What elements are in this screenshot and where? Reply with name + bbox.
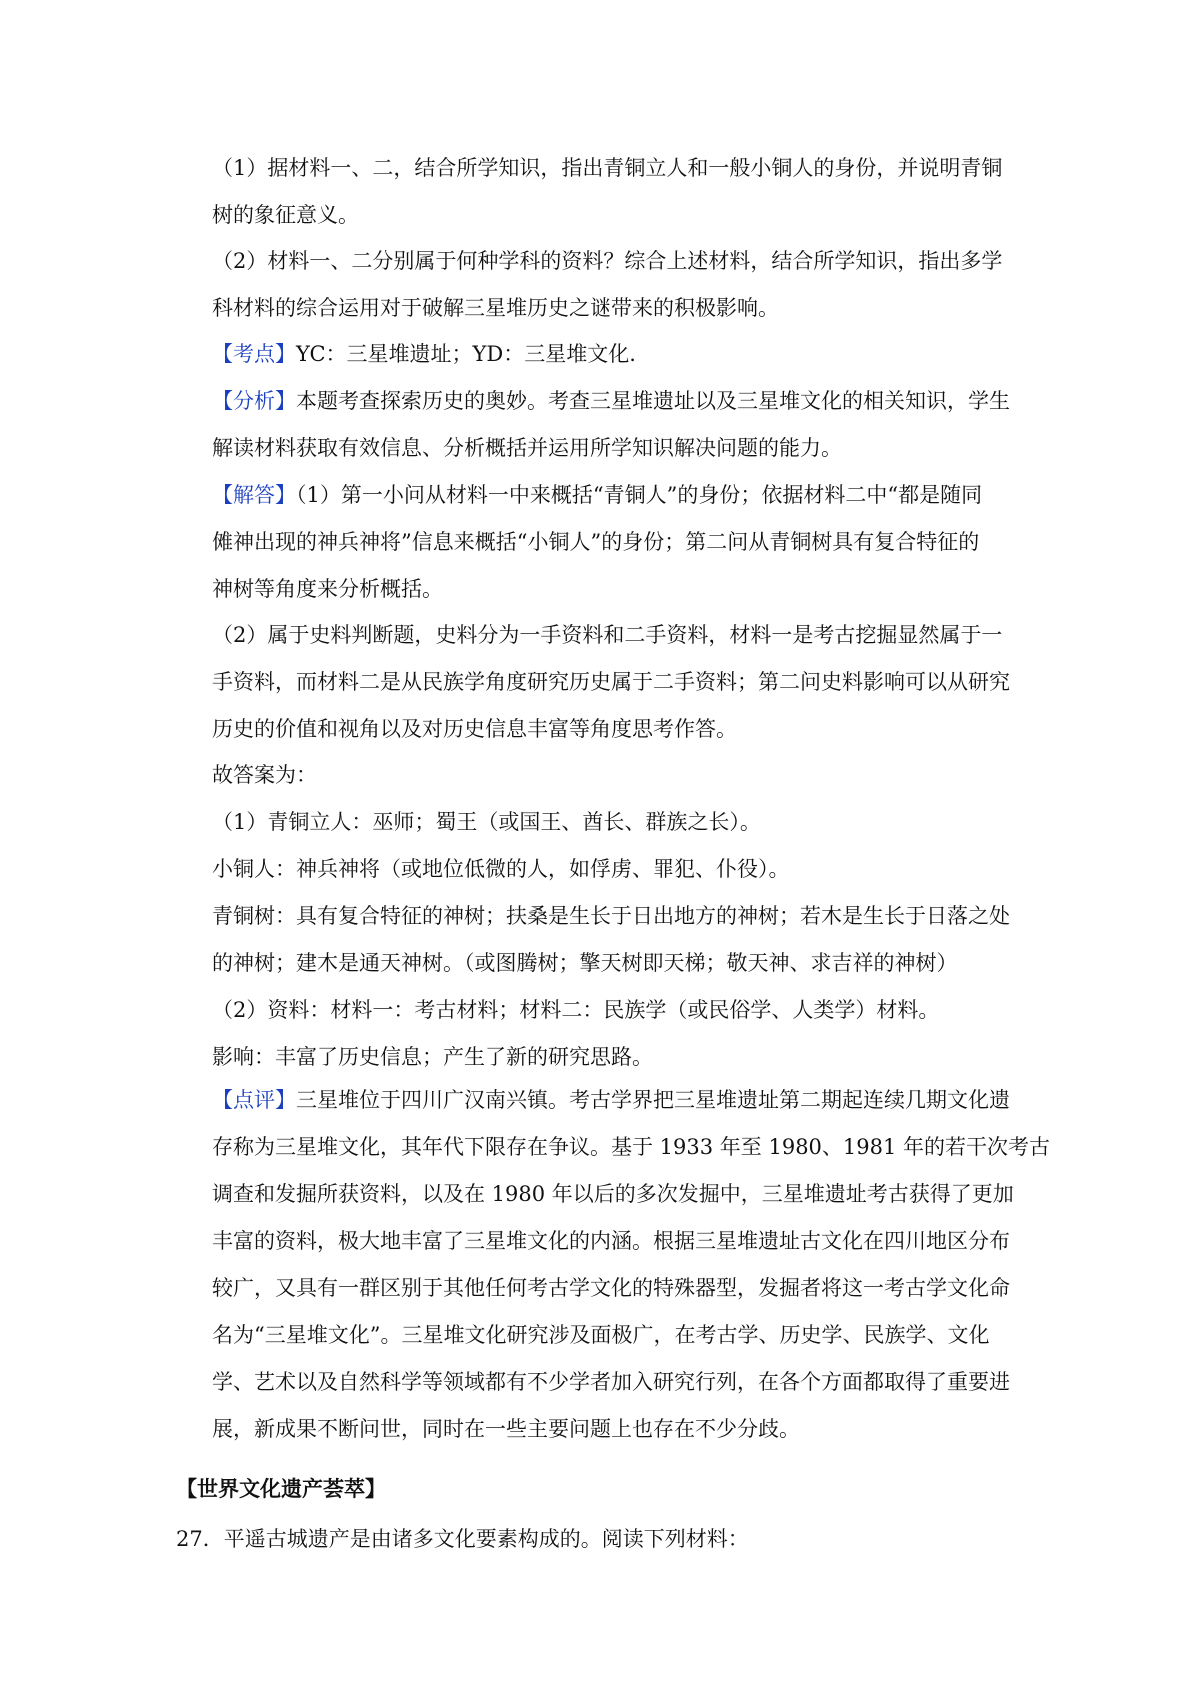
jieda-2-paragraph [212,612,1032,753]
question-1 [212,145,1032,239]
answer-4: （2）资料：材料一：考古材料；材料二：民族学（或民俗学、人类学）材料。 [212,998,940,1022]
answer-3-line-1: 青铜树：具有复合特征的神树；扶桑是生长于日出地方的神树；若木是生长于日落之处 [212,904,1010,928]
question-2 [212,238,1032,332]
answer-3-line-2: 的神树；建木是通天神树。（或图腾树；擎天树即天梯；敬天神、求吉祥的神树） [212,951,958,975]
dianping-paragraph [212,1077,1051,1453]
question-27: 27．平遥古城遗产是由诸多文化要素构成的。阅读下列材料： [176,1527,749,1551]
dianping-line-8: 展，新成果不断问世，同时在一些主要问题上也存在不少分歧。 [212,1417,800,1441]
dianping-line-3: 调查和发掘所获资料，以及在 1980 年以后的多次发掘中，三星堆遗址考古获得了更加 [212,1182,1014,1206]
answer-1: （1）青铜立人：巫师；蜀王（或国王、酋长、群族之长）。 [212,810,761,834]
jieda-2-line-1: （2）属于史料判断题，史料分为一手资料和二手资料，材料一是考古挖掘显然属于一 [212,623,1003,647]
jieda-2-line-2: 手资料，而材料二是从民族学角度研究历史属于二手资料；第二问史料影响可以从研究 [212,670,1010,694]
answer-2: 小铜人：神兵神将（或地位低微的人，如俘虏、罪犯、仆役）。 [212,857,790,881]
jieda-line-3: 神树等角度来分析概括。 [212,577,443,601]
answer-intro: 故答案为： [212,763,317,787]
fenxi-paragraph [212,378,1032,472]
dianping-line-6: 名为“三星堆文化”。三星堆文化研究涉及面极广，在考古学、历史学、民族学、文化 [212,1323,990,1347]
fenxi-line-2: 解读材料获取有效信息、分析概括并运用所学知识解决问题的能力。 [212,436,842,460]
jieda-paragraph [212,472,1032,613]
dianping-tag: 【点评】 [212,1088,296,1112]
dianping-line-7: 学、艺术以及自然科学等领域都有不少学者加入研究行列，在各个方面都取得了重要进 [212,1370,1010,1394]
fenxi-tag: 【分析】 [212,389,296,413]
dianping-line-1: 三星堆位于四川广汉南兴镇。考古学界把三星堆遗址第二期起连续几期文化遗 [296,1088,1010,1112]
jieda-line-1: （1）第一小问从材料一中来概括“青铜人”的身份；依据材料二中“都是随同 [296,483,983,507]
kaodian-paragraph [212,331,1032,378]
question-1-line-1: （1）据材料一、二，结合所学知识，指出青铜立人和一般小铜人的身份，并说明青铜 [212,156,1003,180]
dianping-line-4: 丰富的资料，极大地丰富了三星堆文化的内涵。根据三星堆遗址古文化在四川地区分布 [212,1229,1010,1253]
question-2-line-1: （2）材料一、二分别属于何种学科的资料？综合上述材料，结合所学知识，指出多学 [212,249,1003,273]
answer-5: 影响：丰富了历史信息；产生了新的研究思路。 [212,1045,653,1069]
jieda-tag: 【解答】 [212,483,296,507]
jieda-2-line-3: 历史的价值和视角以及对历史信息丰富等角度思考作答。 [212,717,737,741]
question-2-line-2: 科材料的综合运用对于破解三星堆历史之谜带来的积极影响。 [212,296,779,320]
kaodian-text: YC：三星堆遗址；YD：三星堆文化. [296,342,636,366]
dianping-line-2: 存称为三星堆文化，其年代下限存在争议。基于 1933 年至 1980、1981 年的若干次考古 [212,1135,1051,1159]
kaodian-tag: 【考点】 [212,342,296,366]
fenxi-line-1: 本题考查探索历史的奥妙。考查三星堆遗址以及三星堆文化的相关知识，学生 [296,389,1010,413]
dianping-line-5: 较广，又具有一群区别于其他任何考古学文化的特殊器型，发掘者将这一考古学文化命 [212,1276,1010,1300]
section-title: 【世界文化遗产荟萃】 [176,1477,386,1501]
answer-block [212,752,1032,1081]
jieda-line-2: 傩神出现的神兵神将”信息来概括“小铜人”的身份；第二问从青铜树具有复合特征的 [212,530,980,554]
question-1-line-2: 树的象征意义。 [212,203,359,227]
